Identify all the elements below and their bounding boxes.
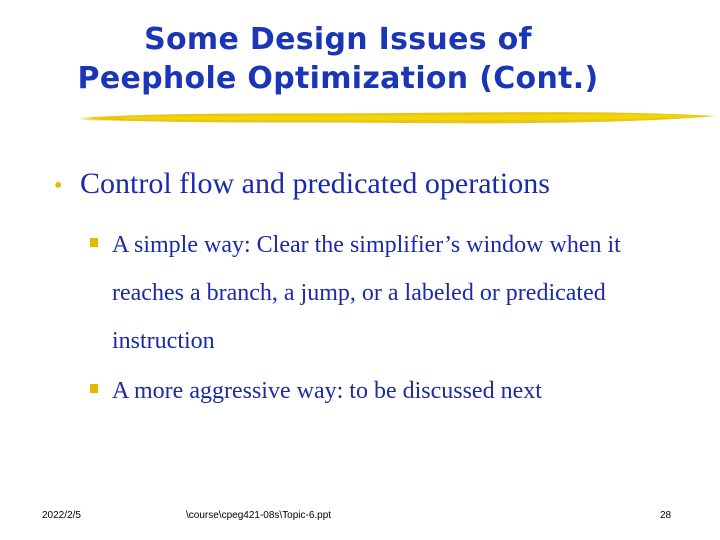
footer-date: 2022/2/5	[42, 510, 81, 521]
square-bullet-icon	[90, 238, 98, 247]
slide-title	[0, 20, 676, 98]
bullet-level2-text: A simple way: Clear the simplifier’s window when it reaches a branch, a jump, or a labeled or predicated instruction	[112, 232, 621, 354]
footer-path: \course\cpeg421-08s\Topic-6.ppt	[186, 510, 332, 521]
title-line-2: Peephole Optimization (Cont.)	[77, 61, 599, 96]
title-line-1: Some Design Issues of	[144, 22, 532, 57]
square-bullet-icon	[90, 384, 98, 393]
title-underline	[78, 108, 718, 128]
footer-page-number: 28	[660, 510, 672, 521]
bullet-level2-text: A more aggressive way: to be discussed next	[112, 378, 542, 404]
bullet-level1-text: Control flow and predicated operations	[80, 167, 550, 200]
bullet-dot-icon: •	[54, 173, 63, 199]
